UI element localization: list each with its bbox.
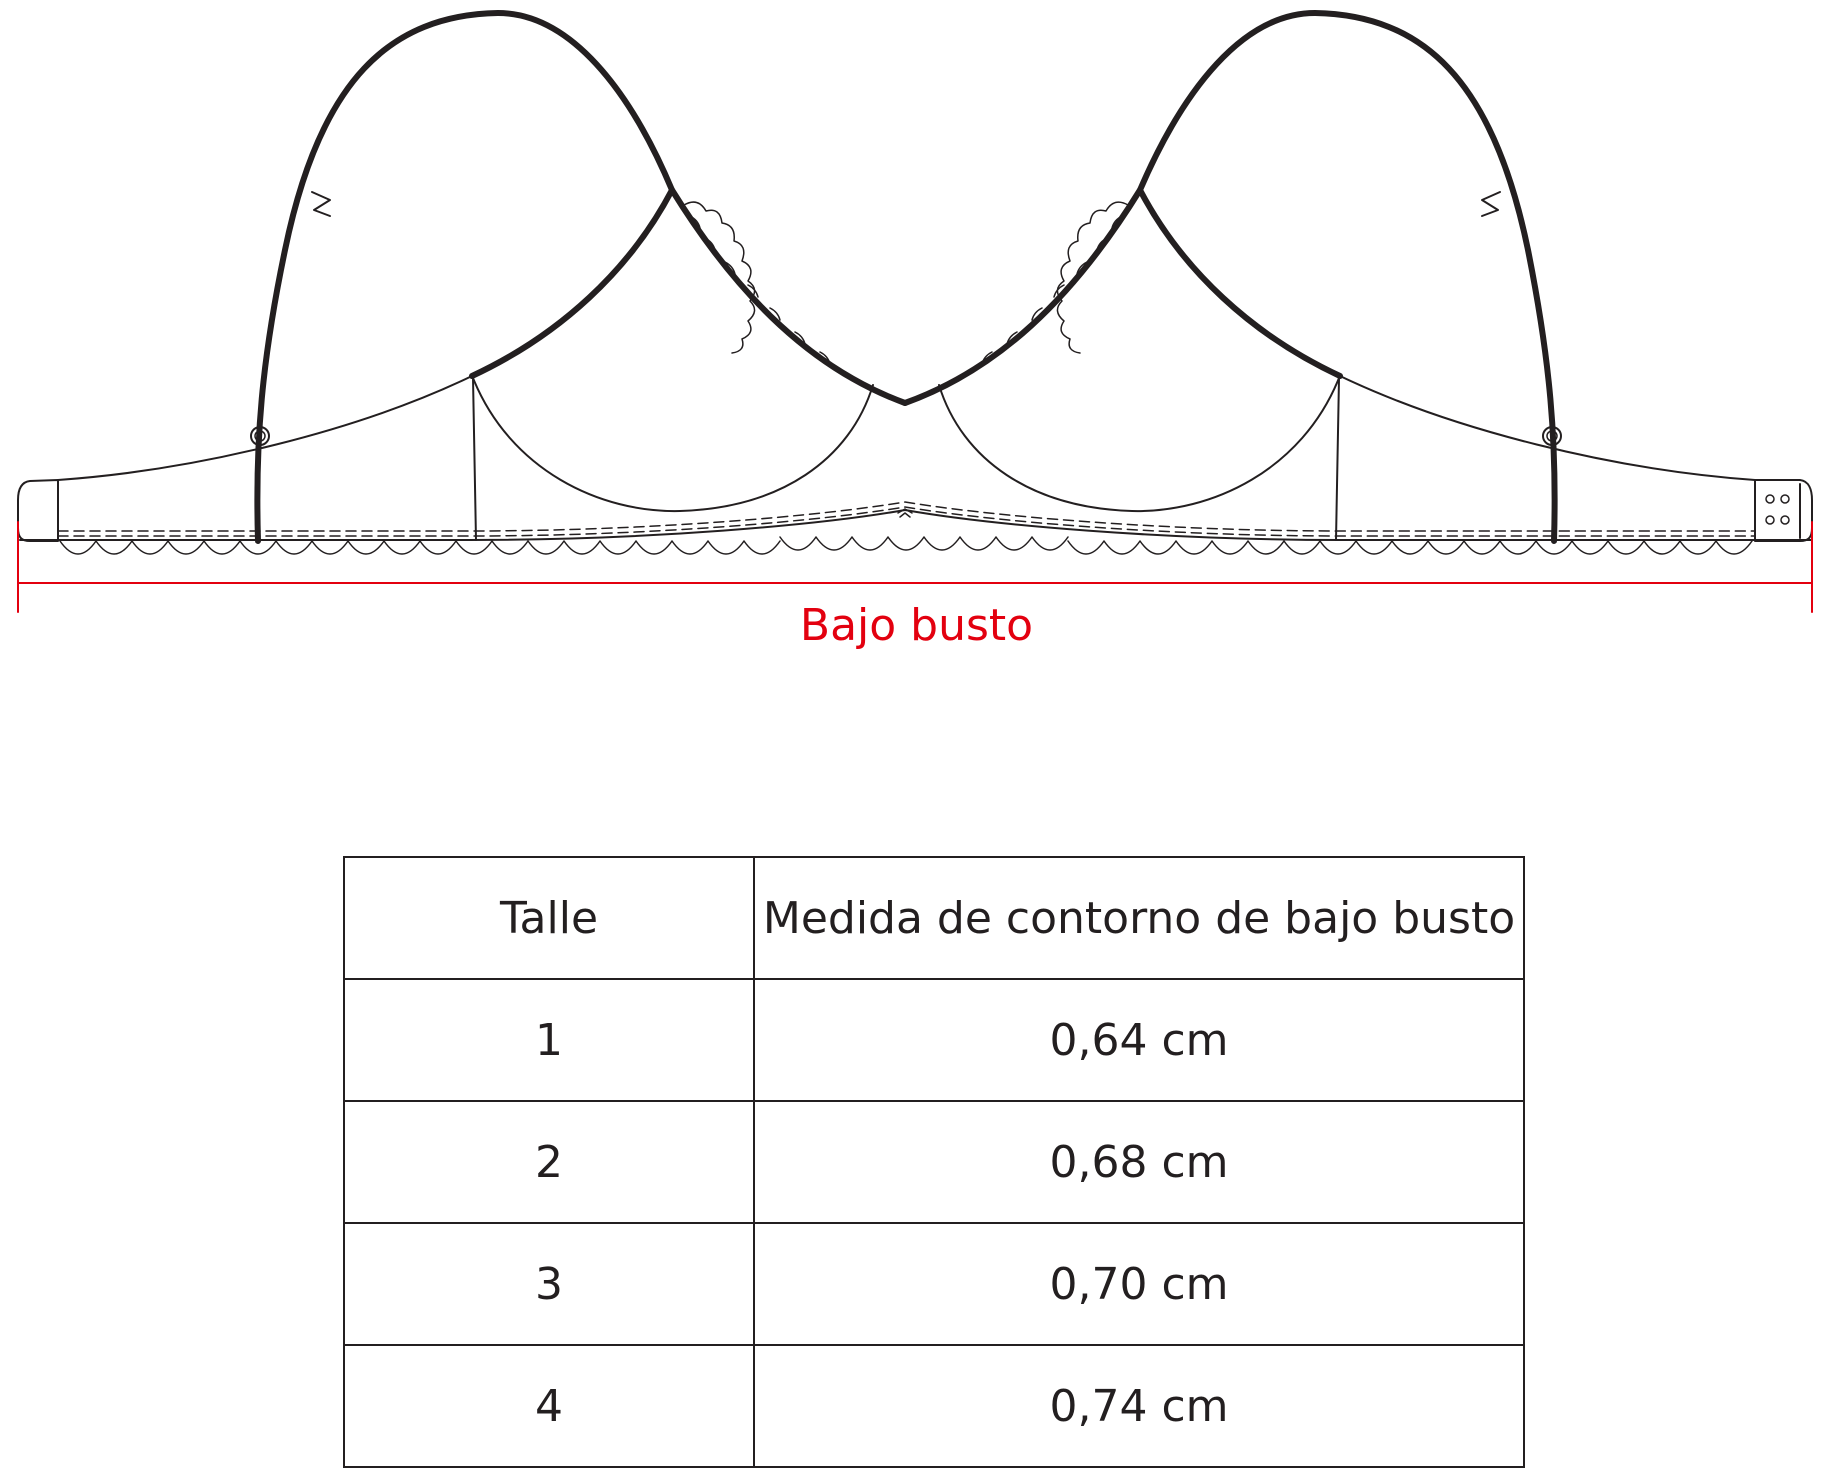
hook-eye-3 — [1766, 516, 1774, 524]
header-talle: Talle — [344, 857, 754, 979]
medida-cell: 0,64 cm — [754, 979, 1524, 1101]
right-lace-trim — [982, 202, 1128, 364]
left-band-end — [18, 480, 58, 541]
talle-cell: 3 — [344, 1223, 754, 1345]
hook-eye-1 — [1766, 495, 1774, 503]
medida-cell: 0,68 cm — [754, 1101, 1524, 1223]
table-row — [344, 1223, 1524, 1345]
talle-cell: 4 — [344, 1345, 754, 1467]
right-strap-slider — [1482, 192, 1500, 216]
talle-cell: 2 — [344, 1101, 754, 1223]
size-table — [343, 856, 1525, 1468]
left-underwire — [473, 378, 873, 511]
header-medida: Medida de contorno de bajo busto — [754, 857, 1524, 979]
medida-cell: 0,74 cm — [754, 1345, 1524, 1467]
left-side-seam — [473, 378, 476, 540]
right-underwire — [939, 378, 1339, 511]
bra-technical-drawing — [0, 0, 1833, 640]
medida-cell: 0,70 cm — [754, 1223, 1524, 1345]
right-band-end — [1755, 480, 1812, 541]
talle-cell: 1 — [344, 979, 754, 1101]
hook-eye-2 — [1781, 495, 1789, 503]
left-lace-trim — [684, 202, 830, 364]
measurement-label: Bajo busto — [799, 600, 1034, 651]
table-row — [344, 1345, 1524, 1467]
left-strap-slider — [312, 192, 330, 216]
left-cup-edge — [472, 190, 905, 403]
band-stitch-1 — [58, 502, 1755, 531]
table-row — [344, 1101, 1524, 1223]
right-cup-edge — [905, 190, 1340, 403]
table-header-row — [344, 857, 1524, 979]
hook-eye-4 — [1781, 516, 1789, 524]
right-side-seam — [1336, 378, 1339, 540]
table-row — [344, 979, 1524, 1101]
